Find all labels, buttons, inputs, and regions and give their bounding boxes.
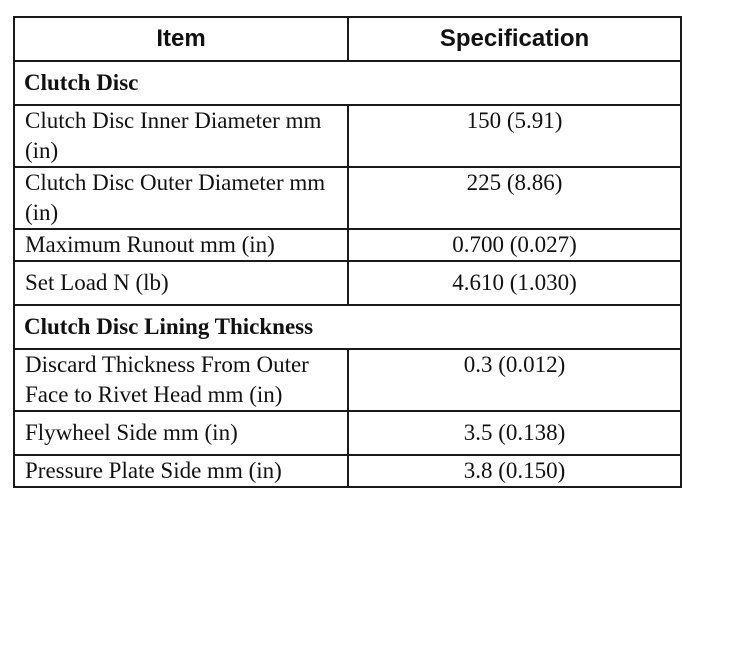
table-row	[14, 229, 681, 261]
item-cell: Pressure Plate Side mm (in)	[14, 455, 348, 487]
table-row	[14, 411, 681, 455]
item-cell: Maximum Runout mm (in)	[14, 229, 348, 261]
section-row-clutch-disc	[14, 61, 681, 105]
section-title: Clutch Disc Lining Thickness	[14, 305, 681, 349]
item-cell: Clutch Disc Inner Diameter mm (in)	[14, 105, 348, 167]
item-cell: Flywheel Side mm (in)	[14, 411, 348, 455]
spec-cell: 0.700 (0.027)	[348, 229, 681, 261]
specification-table	[13, 16, 682, 488]
spec-cell: 4.610 (1.030)	[348, 261, 681, 305]
specification-column-header: Specification	[348, 17, 681, 61]
section-row-lining-thickness	[14, 305, 681, 349]
spec-cell: 150 (5.91)	[348, 105, 681, 167]
spec-cell: 225 (8.86)	[348, 167, 681, 229]
table-row	[14, 167, 681, 229]
item-column-header: Item	[14, 17, 348, 61]
spec-cell: 3.5 (0.138)	[348, 411, 681, 455]
item-cell: Clutch Disc Outer Diameter mm (in)	[14, 167, 348, 229]
table-row	[14, 105, 681, 167]
table-row	[14, 349, 681, 411]
spec-cell: 0.3 (0.012)	[348, 349, 681, 411]
item-cell: Set Load N (lb)	[14, 261, 348, 305]
header-row	[14, 17, 681, 61]
table-row	[14, 455, 681, 487]
section-title: Clutch Disc	[14, 61, 681, 105]
item-cell: Discard Thickness From Outer Face to Rivet Head mm (in)	[14, 349, 348, 411]
spec-cell: 3.8 (0.150)	[348, 455, 681, 487]
table-row	[14, 261, 681, 305]
